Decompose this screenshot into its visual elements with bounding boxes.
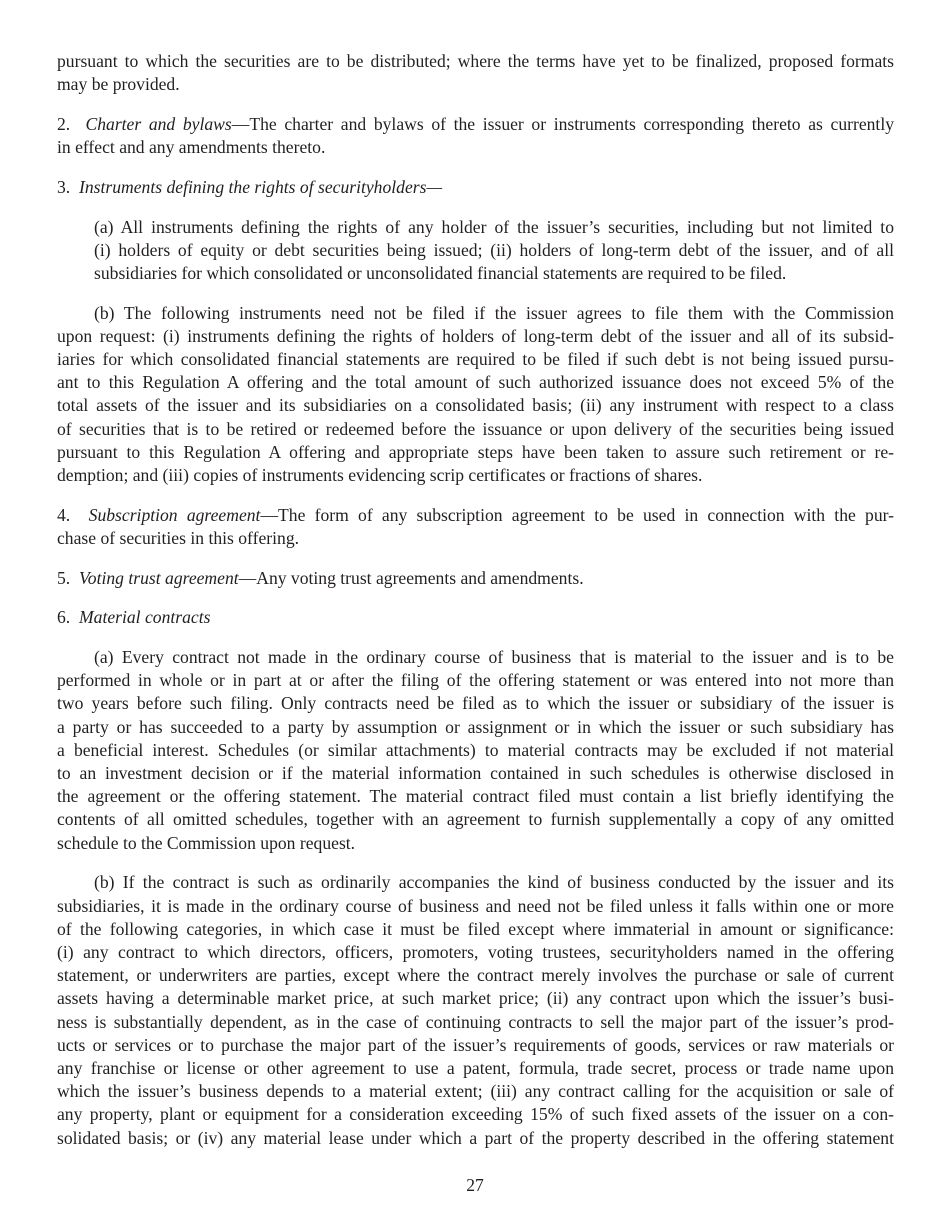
paragraph-line: which the issuer’s business depends to a material extent; (iii) any contract calling for the acquisition or sale of (57, 1081, 894, 1102)
paragraph-line: ant to this Regulation A offering and the total amount of such authorized issuance does not exceed 5% of the (57, 372, 894, 393)
paragraph-line: statement, or underwriters are parties, except where the contract merely involves the purchase or sale of current (57, 965, 894, 986)
item-number: 5. (57, 567, 71, 588)
paragraph-line: (b) The following instruments need not be filed if the issuer agrees to file them with the Commission (94, 302, 894, 323)
paragraph-line: two years before such filing. Only contracts need be filed as to which the issuer or subsidiary of the issuer is (57, 693, 894, 714)
item-6-paragraph-a (57, 646, 894, 855)
item-title: Charter and bylaws (85, 113, 232, 134)
paragraph-line: ness is substantially dependent, as in the case of continuing contracts to sell the major part of the issuer’s prod- (57, 1011, 894, 1032)
paragraph-line: may be provided. (57, 74, 180, 95)
paragraph-line: solidated basis; or (iv) any material lease under which a part of the property described in the offering statement (57, 1127, 894, 1148)
paragraph-line: assets having a determinable market price, at such market price; (ii) any contract upon which the issuer’s busi- (57, 988, 894, 1009)
item-text: —The charter and bylaws of the issuer or instruments corresponding thereto as currently (231, 113, 895, 134)
page-number: 27 (466, 1175, 484, 1195)
paragraph-line (57, 606, 894, 629)
item-6-heading (57, 606, 894, 629)
paragraph-line (57, 567, 894, 590)
paragraph-line: a party or has succeeded to a party by assumption or assignment or in which the issuer or such subsidiary has (57, 716, 894, 737)
item-title: Material contracts (79, 607, 211, 628)
paragraph-line: iaries for which consolidated financial statements are required to be filed if such debt is not being issued pursu- (57, 349, 894, 370)
paragraph-line: upon request: (i) instruments defining the rights of holders of long-term debt of the issuer and all of its subsid- (57, 325, 894, 346)
paragraph-line: demption; and (iii) copies of instruments evidencing scrip certificates or fractions of shares. (57, 465, 703, 486)
paragraph-line: pursuant to which the securities are to be distributed; where the terms have yet to be finalized, proposed formats (57, 51, 894, 71)
paragraph-line (57, 176, 894, 199)
paragraph-line (57, 113, 894, 136)
paragraph-line: total assets of the issuer and its subsidiaries on a consolidated basis; (ii) any instrument with respect to a class (57, 395, 894, 416)
paragraph-line: (b) If the contract is such as ordinarily accompanies the kind of business conducted by the issuer and its (94, 872, 894, 893)
item-text: —Any voting trust agreements and amendments. (238, 567, 584, 588)
paragraph-line: schedule to the Commission upon request. (57, 832, 356, 853)
document-page (57, 50, 894, 1166)
paragraph-line: subsidiaries for which consolidated or unconsolidated financial statements are required to be filed. (94, 262, 787, 283)
paragraph-line: ucts or services or to purchase the major part of the issuer’s requirements of goods, services or raw materials or (57, 1034, 894, 1055)
paragraph-line: in effect and any amendments thereto. (57, 137, 326, 158)
paragraph-line: of securities that is to be retired or redeemed before the issuance or upon delivery of the securities being issued (57, 418, 894, 439)
paragraph-line (57, 504, 894, 527)
item-title: Voting trust agreement (79, 567, 239, 588)
item-text: —The form of any subscription agreement to be used in connection with the pur- (260, 504, 894, 525)
paragraph-line: to an investment decision or if the material information contained in such schedules is otherwise disclosed in (57, 763, 894, 784)
item-number: 4. (57, 504, 71, 525)
paragraph-line: any franchise or license or other agreement to use a patent, formula, trade secret, process or trade name upon (57, 1058, 894, 1079)
paragraph-line: (i) any contract to which directors, officers, promoters, voting trustees, securityholders named in the offering (57, 942, 894, 962)
paragraph-line: of the following categories, in which case it must be filed except where immaterial in amount or significance: (57, 918, 894, 939)
item-number: 2. (57, 113, 71, 134)
item-2-charter-and-bylaws (57, 113, 894, 159)
paragraph-line: chase of securities in this offering. (57, 527, 300, 548)
paragraph-line: (a) All instruments defining the rights of any holder of the issuer’s securities, including but not limited to (94, 216, 894, 237)
item-3-heading (57, 176, 894, 199)
paragraph-line: a beneficial interest. Schedules (or similar attachments) to material contracts may be excluded if not material (57, 739, 894, 760)
paragraph-line: pursuant to this Regulation A offering and appropriate steps have been taken to assure such retirement or re- (57, 441, 894, 462)
item-3-paragraph-a (57, 216, 894, 286)
item-title: Subscription agreement (88, 504, 261, 525)
paragraph-line: (i) holders of equity or debt securities being issued; (ii) holders of long-term debt of the issuer, and of all (94, 239, 894, 260)
item-5-voting-trust-agreement (57, 567, 894, 590)
paragraph-line: the agreement or the offering statement. The material contract filed must contain a list briefly identifying the (57, 786, 894, 807)
paragraph-line: subsidiaries, it is made in the ordinary course of business and need not be filed unless it falls within one or more (57, 895, 894, 916)
item-6-paragraph-b (57, 871, 894, 1149)
item-number: 6. (57, 607, 71, 628)
item-title: Instruments defining the rights of securityholders— (79, 176, 443, 197)
paragraph-line: performed in whole or in part at or after the filing of the offering statement or was entered into not more than (57, 670, 894, 691)
intro-paragraph (57, 50, 894, 96)
item-number: 3. (57, 176, 71, 197)
paragraph-line: contents of all omitted schedules, together with an agreement to furnish supplementally a copy of any omitted (57, 809, 894, 830)
item-3-paragraph-b (57, 302, 894, 488)
item-4-subscription-agreement (57, 504, 894, 550)
paragraph-line: (a) Every contract not made in the ordinary course of business that is material to the issuer and is to be (94, 647, 894, 668)
paragraph-line: any property, plant or equipment for a consideration exceeding 15% of such fixed assets of the issuer on a con- (57, 1104, 894, 1125)
